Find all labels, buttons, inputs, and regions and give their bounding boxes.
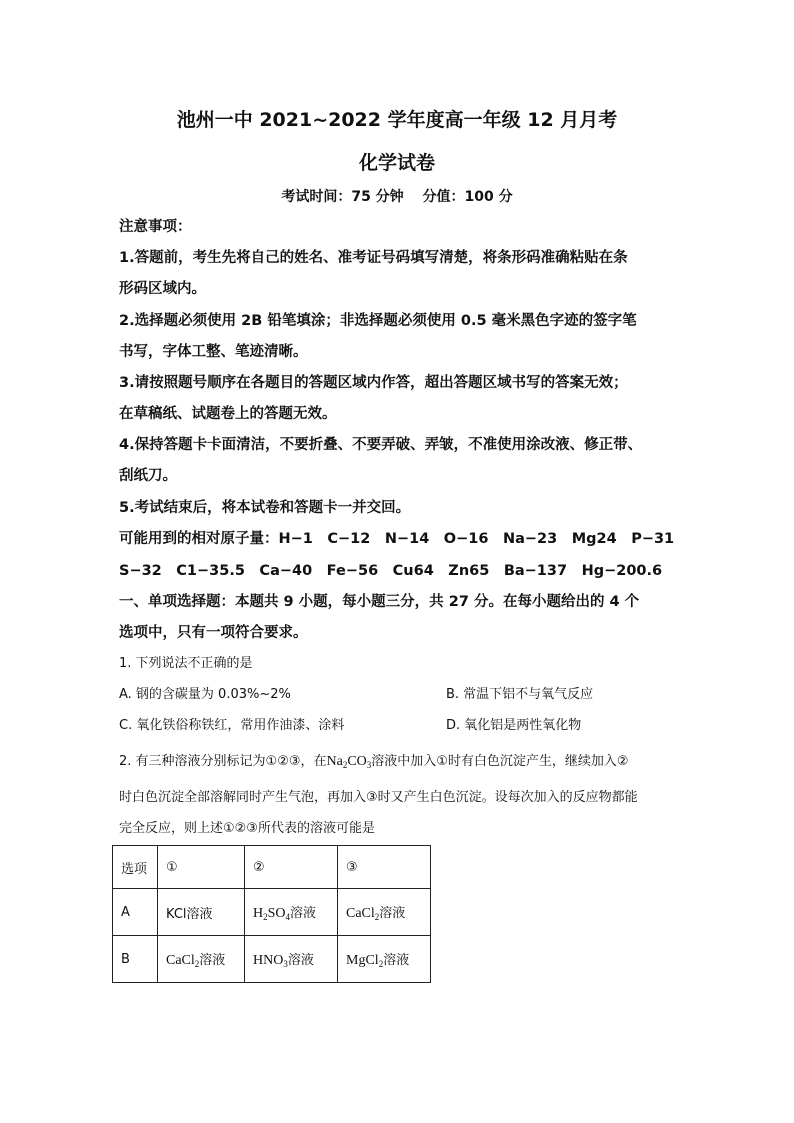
exam-subtitle: 化学试卷: [358, 152, 435, 174]
question-2-text: 溶液中加入①时有白色沉淀产生，继续加入②: [371, 754, 629, 769]
notice-heading: 注意事项：: [119, 219, 192, 235]
question-2-text: 2. 有三种溶液分别标记为①②③，在: [119, 754, 327, 769]
table-cell: A: [113, 889, 158, 936]
section-heading: 一、单项选择题：本题共 9 小题，每小题三分，共 27 分。在每小题给出的 4 个: [119, 594, 640, 610]
atomic-masses-line: 可能用到的相对原子量：H−1 C−12 N−14 O−16 Na−23 Mg24 P−31: [119, 531, 675, 547]
hno3-formula: $HNO_3$: [253, 953, 288, 969]
table-cell: MgCl$_2$溶液: [338, 936, 431, 983]
table-row: [113, 889, 431, 936]
atomic-masses-line: S−32 C1−35.5 Ca−40 Fe−56 Cu64 Zn65 Ba−137 Hg−200.6: [119, 563, 663, 579]
question-1-stem: 1. 下列说法不正确的是: [119, 656, 253, 671]
table-cell: CaCl$_2$溶液: [158, 936, 245, 983]
question-2-line: 完全反应，则上述①②③所代表的溶液可能是: [119, 821, 375, 836]
exam-info: 考试时间：75 分钟 分值：100 分: [281, 189, 513, 205]
cacl2-formula: CaCl$_2$: [346, 906, 380, 922]
notice-line: 1.答题前，考生先将自己的姓名、准考证号码填写清楚，将条形码准确粘贴在条: [119, 250, 628, 266]
question-2-line: 时白色沉淀全部溶解同时产生气泡，再加入③时又产生白色沉淀。设每次加入的反应物都能: [119, 790, 638, 805]
na2co3-formula: $Na_2CO_3$: [326, 754, 372, 770]
h2so4-formula: $H_2SO_4$: [253, 906, 291, 922]
table-header-cell: ①: [158, 846, 245, 889]
question-1-option-b: B. 常温下铝不与氧气反应: [446, 687, 594, 702]
table-header-cell: 选项: [113, 846, 158, 889]
question-1-option-a: A. 钢的含碳量为 0.03%~2%: [119, 687, 291, 702]
question-2-table: [112, 845, 431, 983]
cacl2-formula: CaCl$_2$: [166, 953, 200, 969]
question-1-option-d: D. 氧化铝是两性氧化物: [446, 718, 582, 733]
notice-line: 5.考试结束后，将本试卷和答题卡一并交回。: [119, 500, 411, 516]
notice-line: 2.选择题必须使用 2B 铅笔填涂；非选择题必须使用 0.5 毫米黑色字迹的签字笔: [119, 313, 637, 329]
table-cell: $HNO_3$溶液: [245, 936, 338, 983]
notice-line: 书写，字体工整、笔迹清晰。: [119, 344, 308, 360]
table-row: [113, 936, 431, 983]
notice-line: 4.保持答题卡卡面清洁，不要折叠、不要弄破、弄皱，不准使用涂改液、修正带、: [119, 437, 643, 453]
notice-line: 形码区域内。: [119, 281, 206, 297]
notice-line: 刮纸刀。: [119, 468, 177, 484]
question-1-option-c: C. 氧化铁俗称铁红，常用作油漆、涂料: [119, 718, 345, 733]
exam-title: 池州一中 2021~2022 学年度高一年级 12 月月考: [176, 109, 618, 131]
section-heading: 选项中，只有一项符合要求。: [119, 625, 308, 641]
mgcl2-formula: MgCl$_2$: [346, 953, 384, 969]
notice-line: 在草稿纸、试题卷上的答题无效。: [119, 406, 337, 422]
table-cell: B: [113, 936, 158, 983]
table-cell: KCl溶液: [158, 889, 245, 936]
table-header-cell: ②: [245, 846, 338, 889]
table-cell: CaCl$_2$溶液: [338, 889, 431, 936]
notice-line: 3.请按照题号顺序在各题目的答题区域内作答，超出答题区域书写的答案无效；: [119, 375, 628, 391]
table-cell: $H_2SO_4$溶液: [245, 889, 338, 936]
question-2-line: [119, 753, 684, 771]
table-header-cell: ③: [338, 846, 431, 889]
table-header-row: [113, 846, 431, 889]
